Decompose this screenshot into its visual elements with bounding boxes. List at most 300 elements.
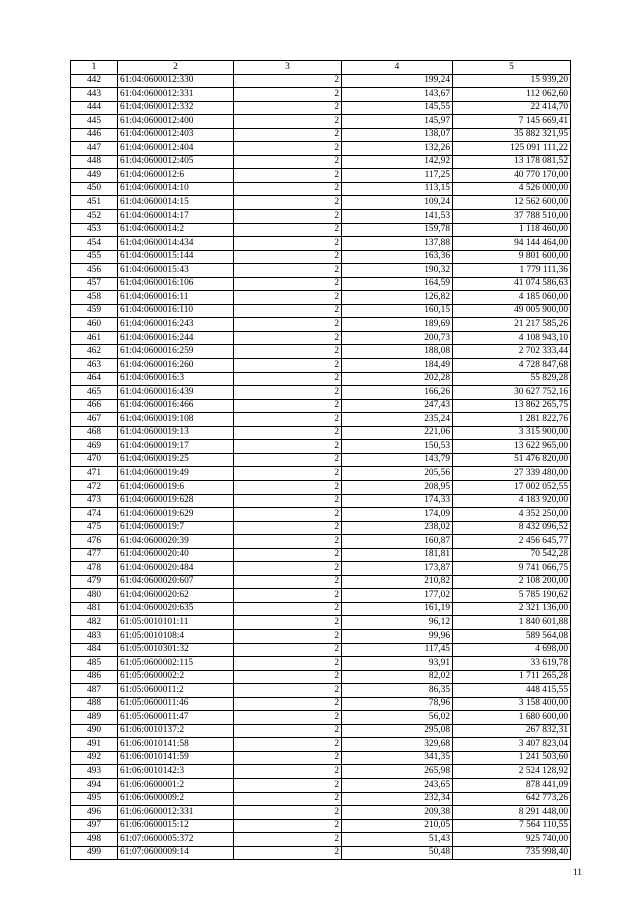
- table-row: [71, 142, 571, 156]
- specific-value-cell: 138,07: [342, 128, 453, 142]
- cadastral-number-cell: 61:04:0600019:13: [118, 426, 234, 440]
- specific-value-cell: 117,25: [342, 169, 453, 183]
- cadastral-value-cell: 51 476 820,00: [453, 453, 571, 467]
- cadastral-value-cell: 1 281 822,76: [453, 413, 571, 427]
- row-number-cell: 452: [71, 210, 118, 224]
- cadastral-value-cell: 15 939,20: [453, 74, 571, 88]
- table-row: [71, 318, 571, 332]
- table-row: [71, 426, 571, 440]
- row-number-cell: 458: [71, 291, 118, 305]
- cadastral-value-cell: 13 178 081,52: [453, 155, 571, 169]
- cadastral-value-cell: 30 627 752,16: [453, 386, 571, 400]
- cadastral-value-cell: 9 741 066,75: [453, 562, 571, 576]
- row-number-cell: 494: [71, 778, 118, 792]
- table-row: [71, 128, 571, 142]
- row-number-cell: 480: [71, 589, 118, 603]
- table-row: [71, 331, 571, 345]
- cadastral-value-cell: 7 145 669,41: [453, 115, 571, 129]
- cadastral-value-cell: 642 773,26: [453, 792, 571, 806]
- table-row: [71, 88, 571, 102]
- row-number-cell: 469: [71, 440, 118, 454]
- category-code-cell: 2: [234, 291, 342, 305]
- table-body: [71, 74, 571, 860]
- table-row: [71, 480, 571, 494]
- category-code-cell: 2: [234, 250, 342, 264]
- row-number-cell: 468: [71, 426, 118, 440]
- specific-value-cell: 50,48: [342, 846, 453, 860]
- cadastral-number-cell: 61:06:0010142:3: [118, 765, 234, 779]
- specific-value-cell: 126,82: [342, 291, 453, 305]
- table-row: [71, 74, 571, 88]
- cadastral-number-cell: 61:04:0600012:404: [118, 142, 234, 156]
- category-code-cell: 2: [234, 467, 342, 481]
- row-number-cell: 448: [71, 155, 118, 169]
- cadastral-value-cell: 55 829,28: [453, 372, 571, 386]
- category-code-cell: 2: [234, 589, 342, 603]
- cadastral-value-cell: 22 414,70: [453, 101, 571, 115]
- cadastral-number-cell: 61:04:0600012:330: [118, 74, 234, 88]
- specific-value-cell: 86,35: [342, 684, 453, 698]
- cadastral-number-cell: 61:04:0600019:6: [118, 480, 234, 494]
- category-code-cell: 2: [234, 169, 342, 183]
- cadastral-number-cell: 61:04:0600019:49: [118, 467, 234, 481]
- specific-value-cell: 56,02: [342, 711, 453, 725]
- category-code-cell: 2: [234, 521, 342, 535]
- cadastral-value-cell: 3 158 400,00: [453, 697, 571, 711]
- category-code-cell: 2: [234, 724, 342, 738]
- row-number-cell: 446: [71, 128, 118, 142]
- cadastral-number-cell: 61:05:0010101:11: [118, 616, 234, 630]
- row-number-cell: 459: [71, 304, 118, 318]
- table-row: [71, 508, 571, 522]
- specific-value-cell: 295,08: [342, 724, 453, 738]
- cadastral-number-cell: 61:06:0010141:58: [118, 738, 234, 752]
- specific-value-cell: 243,65: [342, 778, 453, 792]
- row-number-cell: 481: [71, 602, 118, 616]
- category-code-cell: 2: [234, 399, 342, 413]
- specific-value-cell: 160,87: [342, 535, 453, 549]
- row-number-cell: 449: [71, 169, 118, 183]
- table-row: [71, 413, 571, 427]
- cadastral-number-cell: 61:07:0600005:372: [118, 833, 234, 847]
- cadastral-number-cell: 61:04:0600012:403: [118, 128, 234, 142]
- specific-value-cell: 51,43: [342, 833, 453, 847]
- column-header-4: 4: [342, 61, 453, 75]
- header-row: [71, 61, 571, 75]
- specific-value-cell: 205,56: [342, 467, 453, 481]
- table-row: [71, 833, 571, 847]
- cadastral-number-cell: 61:04:0600016:110: [118, 304, 234, 318]
- specific-value-cell: 96,12: [342, 616, 453, 630]
- specific-value-cell: 210,82: [342, 575, 453, 589]
- cadastral-value-cell: 7 564 110,55: [453, 819, 571, 833]
- cadastral-value-cell: 878 441,09: [453, 778, 571, 792]
- specific-value-cell: 188,08: [342, 345, 453, 359]
- row-number-cell: 473: [71, 494, 118, 508]
- specific-value-cell: 199,24: [342, 74, 453, 88]
- row-number-cell: 456: [71, 264, 118, 278]
- table-row: [71, 778, 571, 792]
- cadastral-number-cell: 61:04:0600014:2: [118, 223, 234, 237]
- category-code-cell: 2: [234, 182, 342, 196]
- table-row: [71, 792, 571, 806]
- cadastral-value-cell: 70 542,28: [453, 548, 571, 562]
- specific-value-cell: 341,35: [342, 751, 453, 765]
- cadastral-value-cell: 1 711 265,28: [453, 670, 571, 684]
- column-header-3: 3: [234, 61, 342, 75]
- table-row: [71, 657, 571, 671]
- specific-value-cell: 265,98: [342, 765, 453, 779]
- category-code-cell: 2: [234, 806, 342, 820]
- cadastral-number-cell: 61:04:0600019:628: [118, 494, 234, 508]
- cadastral-value-cell: 37 788 510,00: [453, 210, 571, 224]
- row-number-cell: 489: [71, 711, 118, 725]
- category-code-cell: 2: [234, 155, 342, 169]
- cadastral-value-cell: 112 062,60: [453, 88, 571, 102]
- category-code-cell: 2: [234, 142, 342, 156]
- row-number-cell: 462: [71, 345, 118, 359]
- cadastral-number-cell: 61:05:0600011:2: [118, 684, 234, 698]
- row-number-cell: 447: [71, 142, 118, 156]
- table-row: [71, 223, 571, 237]
- category-code-cell: 2: [234, 629, 342, 643]
- category-code-cell: 2: [234, 819, 342, 833]
- table-row: [71, 819, 571, 833]
- cadastral-value-cell: 3 407 823,04: [453, 738, 571, 752]
- specific-value-cell: 164,59: [342, 277, 453, 291]
- row-number-cell: 463: [71, 359, 118, 373]
- table-row: [71, 196, 571, 210]
- specific-value-cell: 142,92: [342, 155, 453, 169]
- row-number-cell: 490: [71, 724, 118, 738]
- cadastral-number-cell: 61:05:0600002:2: [118, 670, 234, 684]
- cadastral-number-cell: 61:04:0600015:43: [118, 264, 234, 278]
- cadastral-number-cell: 61:04:0600012:405: [118, 155, 234, 169]
- category-code-cell: 2: [234, 277, 342, 291]
- specific-value-cell: 235,24: [342, 413, 453, 427]
- cadastral-value-cell: 17 002 052,55: [453, 480, 571, 494]
- cadastral-number-cell: 61:04:0600020:62: [118, 589, 234, 603]
- specific-value-cell: 143,79: [342, 453, 453, 467]
- cadastral-number-cell: 61:07:0600009:14: [118, 846, 234, 860]
- cadastral-value-cell: 94 144 464,00: [453, 237, 571, 251]
- category-code-cell: 2: [234, 128, 342, 142]
- cadastral-value-cell: 1 779 111,36: [453, 264, 571, 278]
- table-row: [71, 399, 571, 413]
- column-header-1: 1: [71, 61, 118, 75]
- category-code-cell: 2: [234, 386, 342, 400]
- category-code-cell: 2: [234, 670, 342, 684]
- row-number-cell: 484: [71, 643, 118, 657]
- table-row: [71, 724, 571, 738]
- specific-value-cell: 221,06: [342, 426, 453, 440]
- table-row: [71, 751, 571, 765]
- table-row: [71, 589, 571, 603]
- table-row: [71, 169, 571, 183]
- table-row: [71, 264, 571, 278]
- specific-value-cell: 93,91: [342, 657, 453, 671]
- row-number-cell: 496: [71, 806, 118, 820]
- row-number-cell: 488: [71, 697, 118, 711]
- cadastral-number-cell: 61:06:0010141:59: [118, 751, 234, 765]
- cadastral-value-cell: 8 432 096,52: [453, 521, 571, 535]
- row-number-cell: 445: [71, 115, 118, 129]
- category-code-cell: 2: [234, 846, 342, 860]
- specific-value-cell: 329,68: [342, 738, 453, 752]
- specific-value-cell: 166,26: [342, 386, 453, 400]
- table-row: [71, 765, 571, 779]
- cadastral-number-cell: 61:04:0600019:7: [118, 521, 234, 535]
- category-code-cell: 2: [234, 494, 342, 508]
- cadastral-value-cell: 12 562 600,00: [453, 196, 571, 210]
- specific-value-cell: 143,67: [342, 88, 453, 102]
- table-row: [71, 291, 571, 305]
- table-row: [71, 738, 571, 752]
- table-row: [71, 250, 571, 264]
- category-code-cell: 2: [234, 210, 342, 224]
- specific-value-cell: 141,53: [342, 210, 453, 224]
- specific-value-cell: 208,95: [342, 480, 453, 494]
- cadastral-value-cell: 4 698,00: [453, 643, 571, 657]
- row-number-cell: 483: [71, 629, 118, 643]
- cadastral-value-cell: 125 091 111,22: [453, 142, 571, 156]
- category-code-cell: 2: [234, 426, 342, 440]
- specific-value-cell: 174,33: [342, 494, 453, 508]
- table-row: [71, 575, 571, 589]
- cadastral-number-cell: 61:04:0600016:439: [118, 386, 234, 400]
- table-row: [71, 670, 571, 684]
- cadastral-number-cell: 61:04:0600016:260: [118, 359, 234, 373]
- table-row: [71, 453, 571, 467]
- cadastral-number-cell: 61:04:0600019:108: [118, 413, 234, 427]
- category-code-cell: 2: [234, 318, 342, 332]
- table-row: [71, 440, 571, 454]
- specific-value-cell: 137,88: [342, 237, 453, 251]
- row-number-cell: 466: [71, 399, 118, 413]
- category-code-cell: 2: [234, 684, 342, 698]
- cadastral-number-cell: 61:06:0600015:12: [118, 819, 234, 833]
- specific-value-cell: 117,45: [342, 643, 453, 657]
- specific-value-cell: 78,96: [342, 697, 453, 711]
- cadastral-number-cell: 61:05:0600011:46: [118, 697, 234, 711]
- specific-value-cell: 173,87: [342, 562, 453, 576]
- category-code-cell: 2: [234, 480, 342, 494]
- category-code-cell: 2: [234, 562, 342, 576]
- table-row: [71, 616, 571, 630]
- cadastral-value-cell: 4 526 000,00: [453, 182, 571, 196]
- cadastral-number-cell: 61:04:0600014:17: [118, 210, 234, 224]
- category-code-cell: 2: [234, 657, 342, 671]
- cadastral-number-cell: 61:04:0600020:39: [118, 535, 234, 549]
- category-code-cell: 2: [234, 643, 342, 657]
- cadastral-value-cell: 5 785 190,62: [453, 589, 571, 603]
- cadastral-value-cell: 2 702 333,44: [453, 345, 571, 359]
- row-number-cell: 442: [71, 74, 118, 88]
- specific-value-cell: 189,69: [342, 318, 453, 332]
- row-number-cell: 475: [71, 521, 118, 535]
- cadastral-value-table: [70, 60, 571, 860]
- cadastral-value-cell: 4 185 060,00: [453, 291, 571, 305]
- cadastral-value-cell: 49 005 900,00: [453, 304, 571, 318]
- row-number-cell: 464: [71, 372, 118, 386]
- specific-value-cell: 247,43: [342, 399, 453, 413]
- category-code-cell: 2: [234, 304, 342, 318]
- cadastral-value-cell: 589 564,08: [453, 629, 571, 643]
- specific-value-cell: 109,24: [342, 196, 453, 210]
- specific-value-cell: 145,97: [342, 115, 453, 129]
- cadastral-value-cell: 2 321 136,00: [453, 602, 571, 616]
- category-code-cell: 2: [234, 535, 342, 549]
- category-code-cell: 2: [234, 413, 342, 427]
- cadastral-value-cell: 9 801 600,00: [453, 250, 571, 264]
- row-number-cell: 470: [71, 453, 118, 467]
- cadastral-number-cell: 61:04:0600016:106: [118, 277, 234, 291]
- row-number-cell: 495: [71, 792, 118, 806]
- cadastral-value-cell: 448 415,55: [453, 684, 571, 698]
- specific-value-cell: 163,36: [342, 250, 453, 264]
- row-number-cell: 499: [71, 846, 118, 860]
- row-number-cell: 457: [71, 277, 118, 291]
- table-row: [71, 372, 571, 386]
- category-code-cell: 2: [234, 738, 342, 752]
- cadastral-number-cell: 61:04:0600014:434: [118, 237, 234, 251]
- row-number-cell: 492: [71, 751, 118, 765]
- table-row: [71, 304, 571, 318]
- cadastral-value-cell: 13 862 265,75: [453, 399, 571, 413]
- category-code-cell: 2: [234, 345, 342, 359]
- cadastral-number-cell: 61:06:0600009:2: [118, 792, 234, 806]
- category-code-cell: 2: [234, 74, 342, 88]
- cadastral-value-cell: 41 074 586,63: [453, 277, 571, 291]
- specific-value-cell: 132,26: [342, 142, 453, 156]
- row-number-cell: 460: [71, 318, 118, 332]
- category-code-cell: 2: [234, 697, 342, 711]
- cadastral-value-cell: 35 882 321,95: [453, 128, 571, 142]
- cadastral-number-cell: 61:05:0010301:32: [118, 643, 234, 657]
- row-number-cell: 482: [71, 616, 118, 630]
- table-row: [71, 115, 571, 129]
- specific-value-cell: 174,09: [342, 508, 453, 522]
- table-row: [71, 602, 571, 616]
- cadastral-number-cell: 61:04:0600016:259: [118, 345, 234, 359]
- table-row: [71, 210, 571, 224]
- cadastral-number-cell: 61:04:0600014:10: [118, 182, 234, 196]
- cadastral-value-cell: 1 680 600,00: [453, 711, 571, 725]
- cadastral-value-cell: 1 241 503,60: [453, 751, 571, 765]
- specific-value-cell: 82,02: [342, 670, 453, 684]
- cadastral-value-cell: 2 524 128,92: [453, 765, 571, 779]
- category-code-cell: 2: [234, 765, 342, 779]
- cadastral-number-cell: 61:04:0600016:11: [118, 291, 234, 305]
- cadastral-number-cell: 61:06:0010137:2: [118, 724, 234, 738]
- table-row: [71, 521, 571, 535]
- category-code-cell: 2: [234, 833, 342, 847]
- category-code-cell: 2: [234, 196, 342, 210]
- cadastral-value-cell: 33 619,78: [453, 657, 571, 671]
- specific-value-cell: 200,73: [342, 331, 453, 345]
- specific-value-cell: 150,53: [342, 440, 453, 454]
- row-number-cell: 461: [71, 331, 118, 345]
- category-code-cell: 2: [234, 331, 342, 345]
- cadastral-number-cell: 61:04:0600020:484: [118, 562, 234, 576]
- row-number-cell: 493: [71, 765, 118, 779]
- row-number-cell: 465: [71, 386, 118, 400]
- table-row: [71, 237, 571, 251]
- row-number-cell: 497: [71, 819, 118, 833]
- row-number-cell: 486: [71, 670, 118, 684]
- table-row: [71, 806, 571, 820]
- row-number-cell: 455: [71, 250, 118, 264]
- row-number-cell: 467: [71, 413, 118, 427]
- row-number-cell: 491: [71, 738, 118, 752]
- cadastral-value-cell: 1 840 601,88: [453, 616, 571, 630]
- cadastral-number-cell: 61:05:0600011:47: [118, 711, 234, 725]
- category-code-cell: 2: [234, 548, 342, 562]
- cadastral-number-cell: 61:04:0600020:40: [118, 548, 234, 562]
- table-header: [71, 61, 571, 75]
- category-code-cell: 2: [234, 778, 342, 792]
- table-row: [71, 101, 571, 115]
- specific-value-cell: 99,96: [342, 629, 453, 643]
- table-row: [71, 182, 571, 196]
- row-number-cell: 479: [71, 575, 118, 589]
- category-code-cell: 2: [234, 792, 342, 806]
- cadastral-number-cell: 61:04:0600014:15: [118, 196, 234, 210]
- row-number-cell: 498: [71, 833, 118, 847]
- table-row: [71, 386, 571, 400]
- cadastral-value-cell: 2 108 200,00: [453, 575, 571, 589]
- table-row: [71, 535, 571, 549]
- cadastral-number-cell: 61:04:0600012:332: [118, 101, 234, 115]
- table-row: [71, 467, 571, 481]
- category-code-cell: 2: [234, 372, 342, 386]
- cadastral-value-cell: 4 183 920,00: [453, 494, 571, 508]
- category-code-cell: 2: [234, 508, 342, 522]
- specific-value-cell: 160,15: [342, 304, 453, 318]
- cadastral-number-cell: 61:04:0600012:400: [118, 115, 234, 129]
- cadastral-value-cell: 8 291 448,00: [453, 806, 571, 820]
- specific-value-cell: 177,02: [342, 589, 453, 603]
- specific-value-cell: 161,19: [342, 602, 453, 616]
- category-code-cell: 2: [234, 751, 342, 765]
- specific-value-cell: 145,55: [342, 101, 453, 115]
- cadastral-number-cell: 61:05:0010108:4: [118, 629, 234, 643]
- row-number-cell: 450: [71, 182, 118, 196]
- cadastral-number-cell: 61:04:0600016:243: [118, 318, 234, 332]
- table-row: [71, 629, 571, 643]
- cadastral-value-cell: 27 339 480,00: [453, 467, 571, 481]
- table-row: [71, 684, 571, 698]
- specific-value-cell: 159,78: [342, 223, 453, 237]
- cadastral-value-cell: 4 108 943,10: [453, 331, 571, 345]
- category-code-cell: 2: [234, 223, 342, 237]
- specific-value-cell: 184,49: [342, 359, 453, 373]
- row-number-cell: 474: [71, 508, 118, 522]
- category-code-cell: 2: [234, 575, 342, 589]
- specific-value-cell: 181,81: [342, 548, 453, 562]
- table-row: [71, 697, 571, 711]
- cadastral-value-cell: 925 740,00: [453, 833, 571, 847]
- cadastral-value-cell: 3 315 900,00: [453, 426, 571, 440]
- cadastral-number-cell: 61:04:0600019:25: [118, 453, 234, 467]
- row-number-cell: 485: [71, 657, 118, 671]
- cadastral-number-cell: 61:04:0600020:607: [118, 575, 234, 589]
- cadastral-number-cell: 61:04:0600019:629: [118, 508, 234, 522]
- cadastral-value-cell: 267 832,31: [453, 724, 571, 738]
- row-number-cell: 454: [71, 237, 118, 251]
- row-number-cell: 477: [71, 548, 118, 562]
- table-row: [71, 548, 571, 562]
